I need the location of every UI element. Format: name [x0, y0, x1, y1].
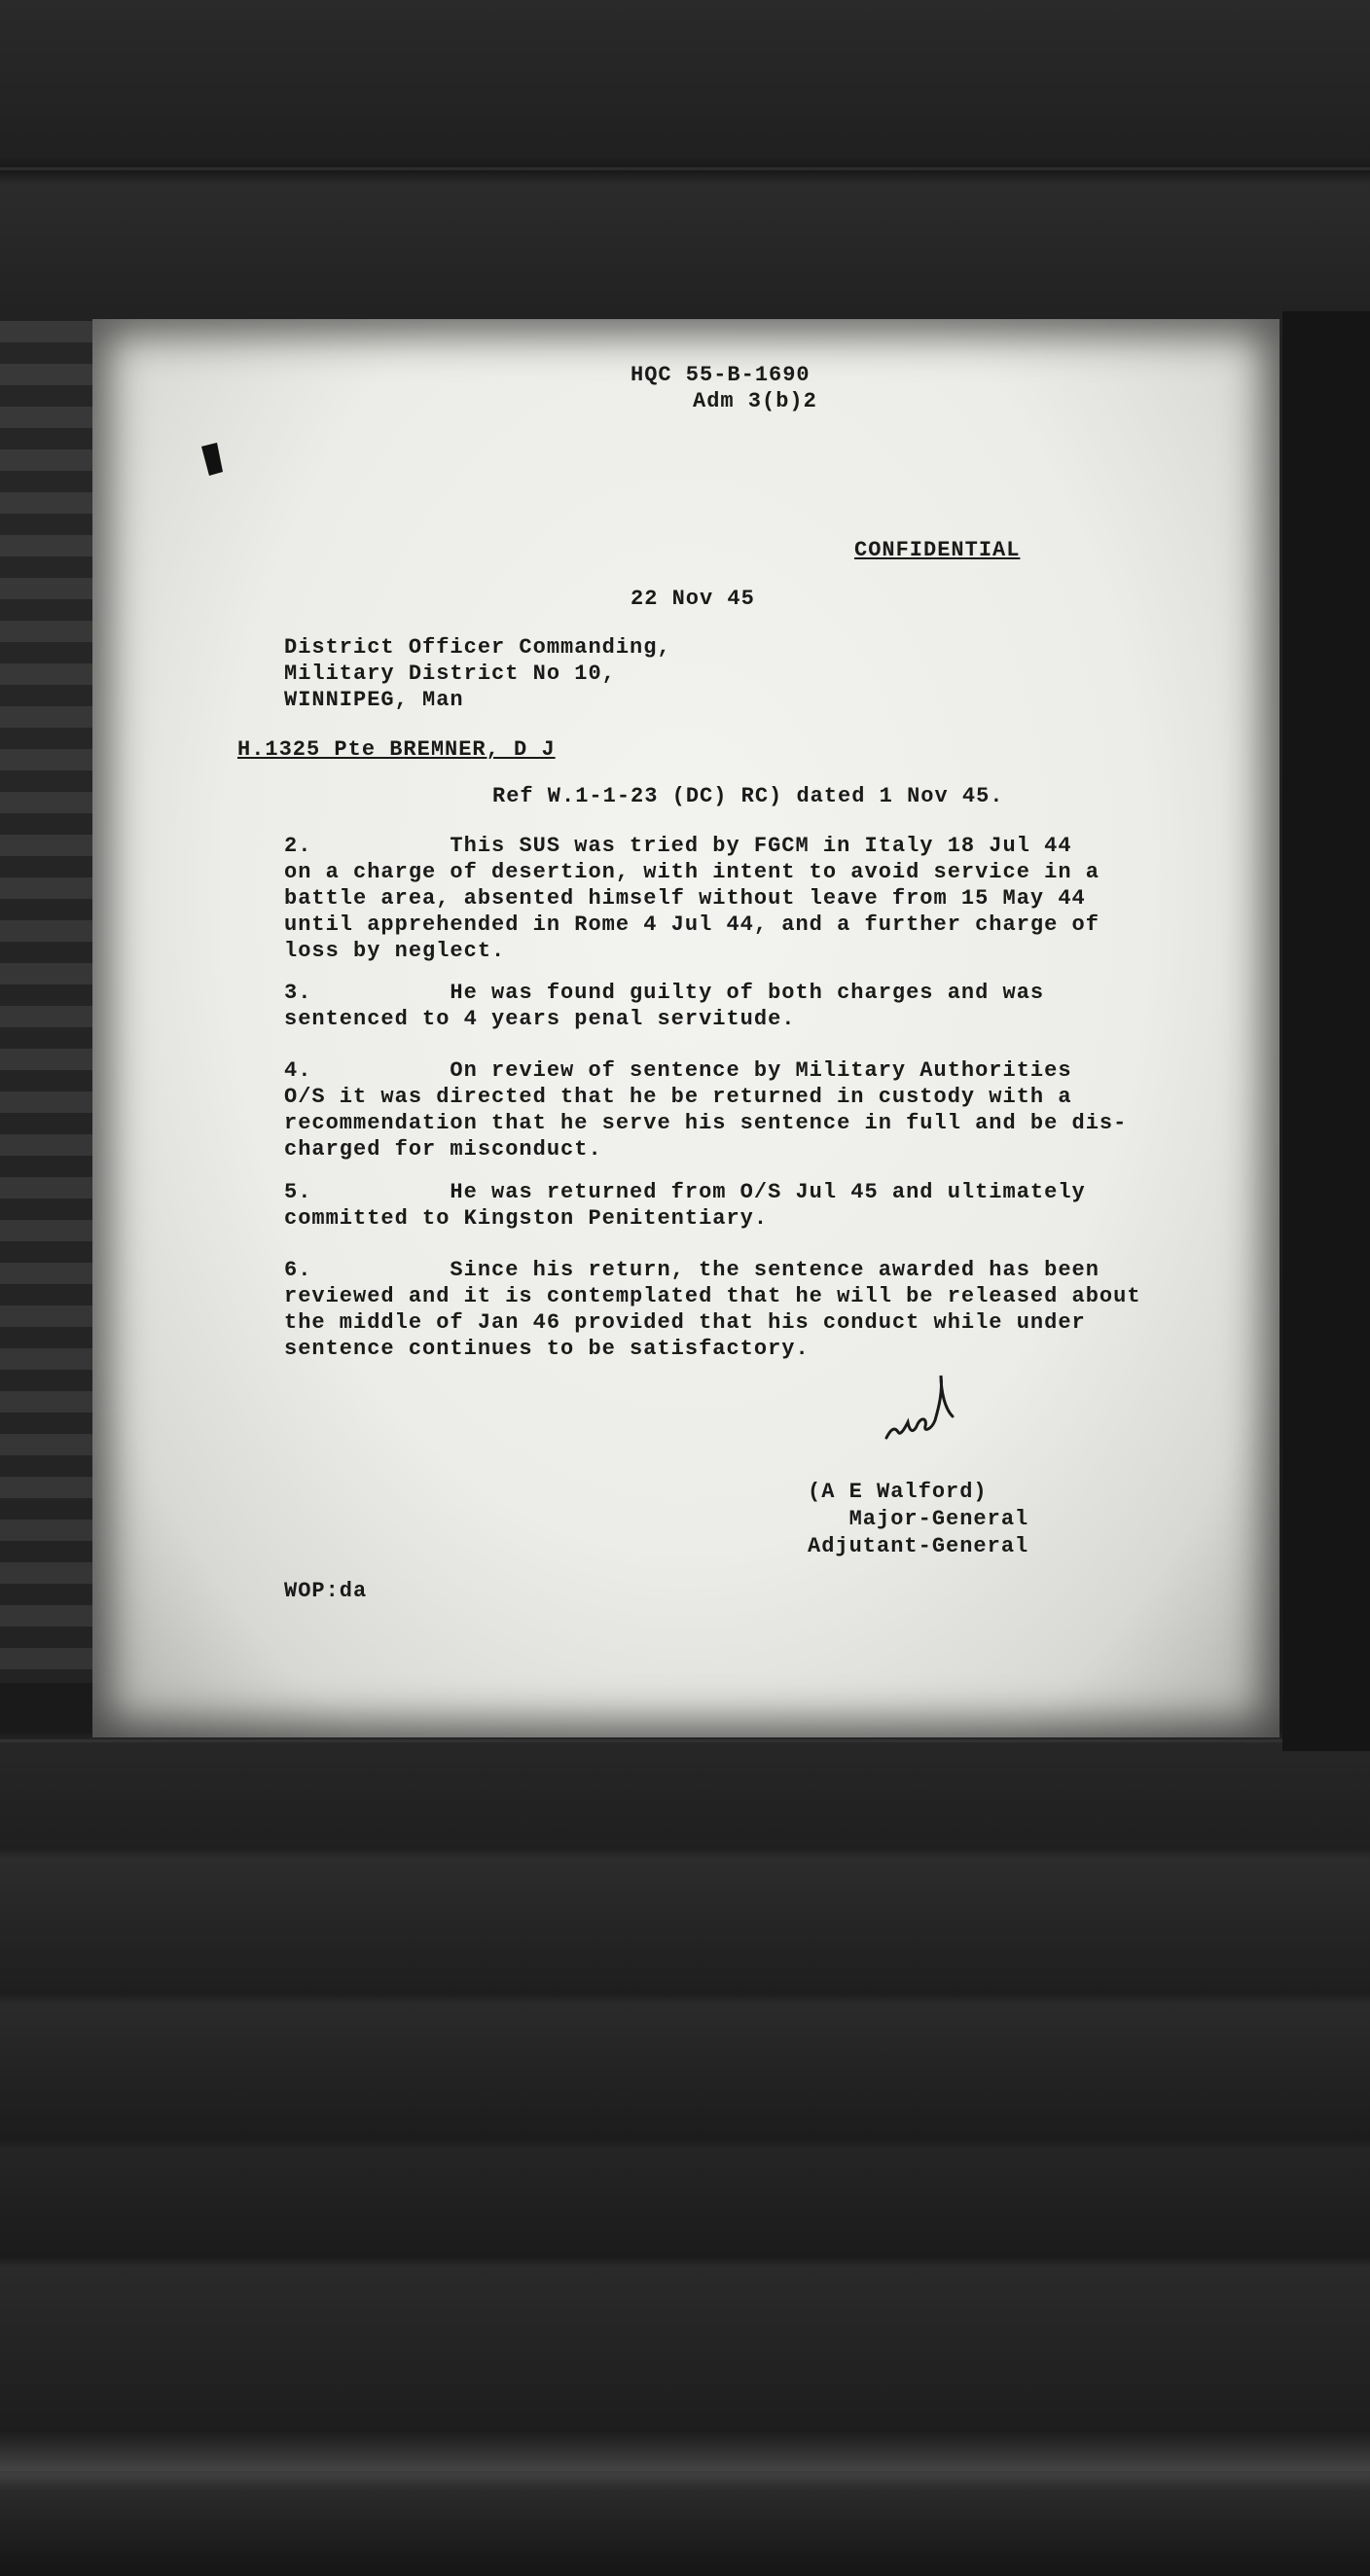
- paragraph-line: O/S it was directed that he be returned in custody with a: [284, 1085, 1072, 1109]
- reference-line: Ref W.1-1-23 (DC) RC) dated 1 Nov 45.: [492, 784, 1004, 808]
- paragraph-line: Since his return, the sentence awarded has been: [311, 1258, 1100, 1282]
- paragraph-number: 6.: [284, 1258, 312, 1282]
- paragraph-line: On review of sentence by Military Authorities: [311, 1058, 1072, 1083]
- film-stripe: [0, 167, 1370, 170]
- classification-label: CONFIDENTIAL: [854, 538, 1021, 562]
- document-date: 22 Nov 45: [631, 587, 755, 611]
- paragraph-line: This SUS was tried by FGCM in Italy 18 Jul 44: [311, 834, 1072, 858]
- paragraph-6: [284, 1257, 1141, 1362]
- file-reference: HQC 55-B-1690: [631, 363, 811, 387]
- paragraph-number: 3.: [284, 981, 312, 1005]
- paragraph-4: [284, 1057, 1127, 1163]
- paragraph-3: [284, 980, 1044, 1032]
- paragraph-5: [284, 1179, 1086, 1232]
- paragraph-line: on a charge of desertion, with intent to avoid service in a: [284, 860, 1100, 884]
- addressee-block: [284, 634, 671, 713]
- paragraph-number: 2.: [284, 834, 312, 858]
- addressee-line: WINNIPEG, Man: [284, 688, 464, 712]
- film-stripe: [0, 2471, 1370, 2474]
- typist-initials: WOP:da: [284, 1579, 368, 1603]
- paragraph-number: 5.: [284, 1180, 312, 1204]
- paragraph-2: [284, 833, 1100, 964]
- paragraph-line: charged for misconduct.: [284, 1137, 602, 1162]
- film-right-edge: [1282, 311, 1370, 1751]
- paragraph-line: sentence continues to be satisfactory.: [284, 1337, 810, 1361]
- signature-block: [808, 1479, 1028, 1560]
- paragraph-line: He was returned from O/S Jul 45 and ultimately: [311, 1180, 1086, 1204]
- adm-reference: Adm 3(b)2: [693, 389, 817, 413]
- paragraph-line: committed to Kingston Penitentiary.: [284, 1206, 769, 1231]
- file-reference-block: [631, 362, 817, 414]
- paragraph-line: sentenced to 4 years penal servitude.: [284, 1007, 796, 1031]
- film-stripe: [0, 1739, 1370, 1742]
- paragraph-line: reviewed and it is contemplated that he will be released about: [284, 1284, 1141, 1308]
- signatory-title: Adjutant-General: [808, 1534, 1029, 1558]
- signatory-rank: Major-General: [808, 1507, 1029, 1531]
- subject-line: H.1325 Pte BREMNER, D J: [237, 737, 556, 762]
- film-edge-strip: [0, 321, 107, 1683]
- addressee-line: Military District No 10,: [284, 662, 616, 686]
- punch-hole-mark: [199, 443, 225, 476]
- signatory-name: (A E Walford): [808, 1480, 988, 1504]
- paragraph-line: battle area, absented himself without leave from 15 May 44: [284, 886, 1086, 911]
- paragraph-line: loss by neglect.: [284, 939, 506, 963]
- paragraph-line: until apprehended in Rome 4 Jul 44, and a further charge of: [284, 912, 1100, 937]
- handwritten-initials-signature: [881, 1362, 958, 1449]
- paragraph-line: the middle of Jan 46 provided that his conduct while under: [284, 1310, 1086, 1335]
- paragraph-line: recommendation that he serve his sentence in full and be dis-: [284, 1111, 1128, 1135]
- paragraph-number: 4.: [284, 1058, 312, 1083]
- addressee-line: District Officer Commanding,: [284, 635, 671, 660]
- paragraph-line: He was found guilty of both charges and was: [311, 981, 1045, 1005]
